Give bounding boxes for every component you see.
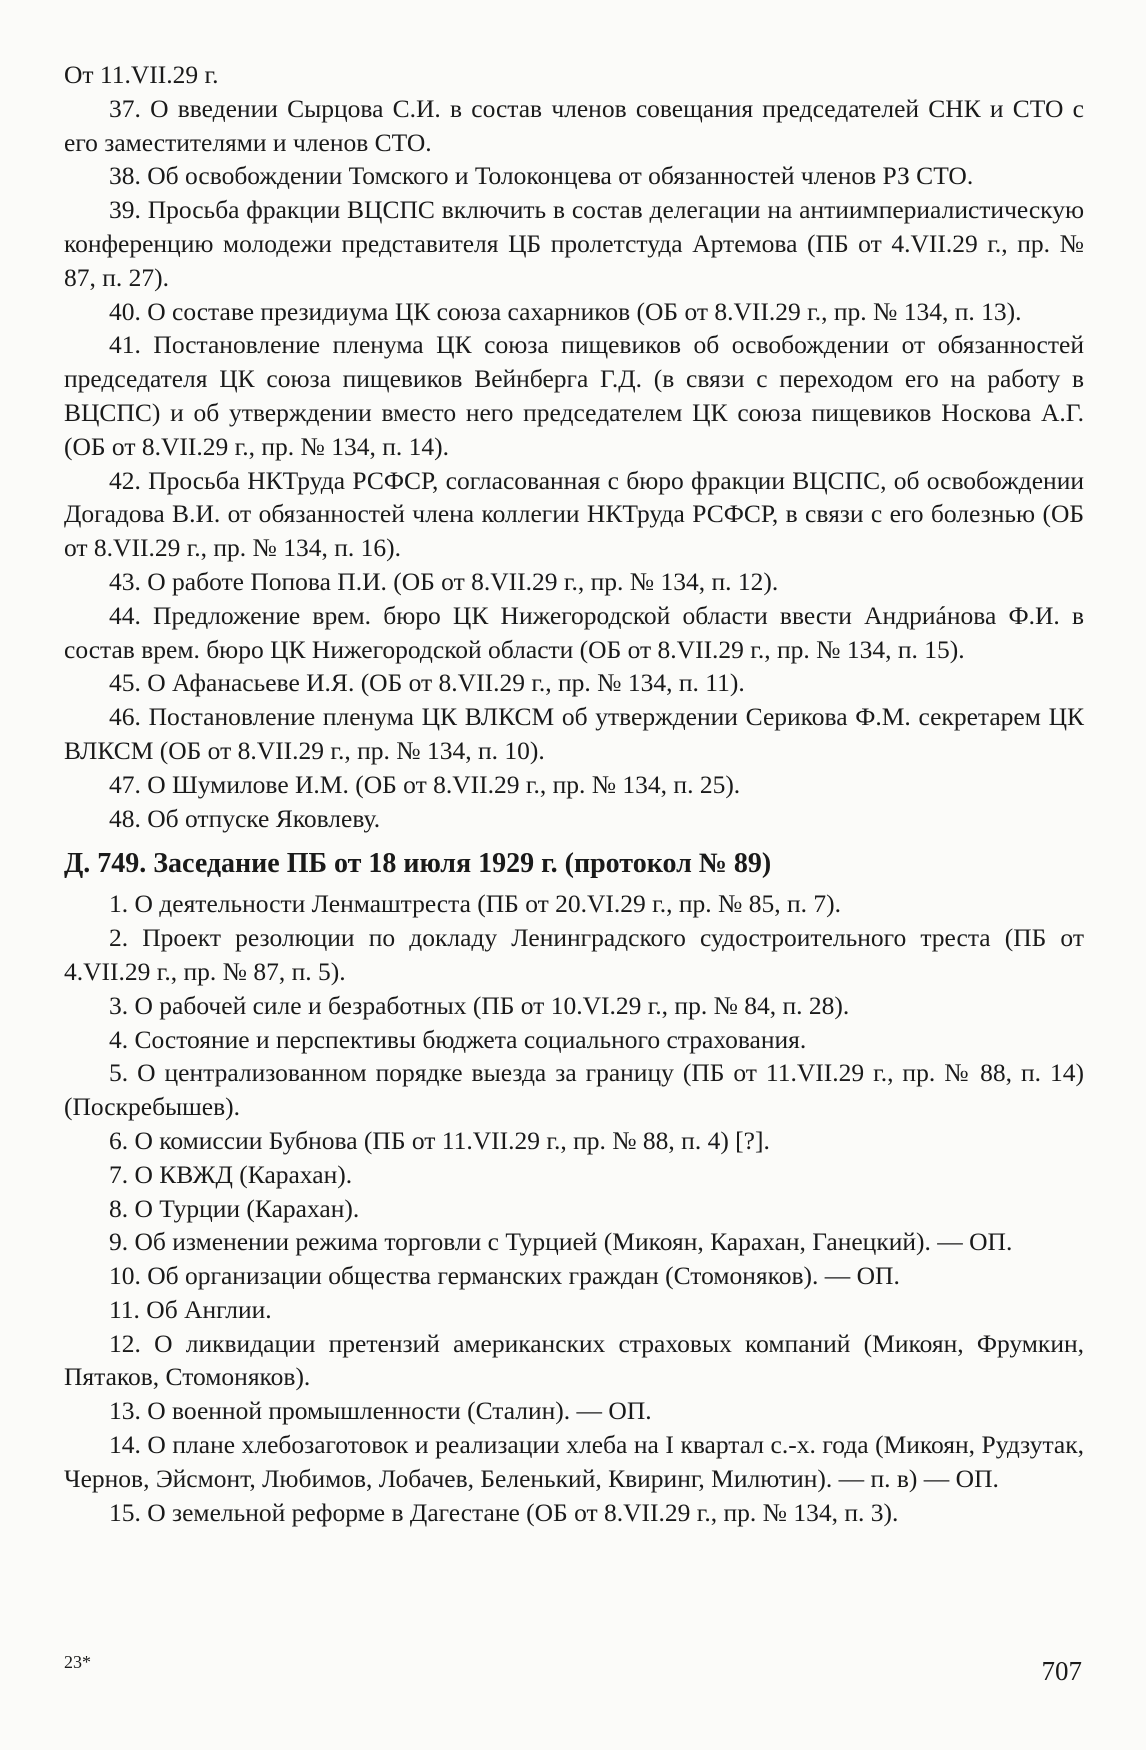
list-item: 4. Состояние и перспективы бюджета социального страхования. xyxy=(109,1024,807,1054)
list-item: 6. О комиссии Бубнова (ПБ от 11.VII.29 г., пр. № 88, п. 4) [?]. xyxy=(109,1125,770,1155)
page-number: 707 xyxy=(1041,1656,1082,1686)
list-item: 47. О Шумилове И.М. (ОБ от 8.VII.29 г., пр. № 134, п. 25). xyxy=(109,769,741,799)
list-item: 15. О земельной реформе в Дагестане (ОБ от 8.VII.29 г., пр. № 134, п. 3). xyxy=(109,1497,899,1527)
list-item: 7. О КВЖД (Карахан). xyxy=(109,1159,353,1189)
list-item: 1. О деятельности Ленмаштреста (ПБ от 20.VI.29 г., пр. № 85, п. 7). xyxy=(109,889,841,919)
section-a-list xyxy=(64,92,1084,836)
list-item: 45. О Афанасьеве И.Я. (ОБ от 8.VII.29 г., пр. № 134, п. 11). xyxy=(109,668,745,698)
top-fragment: От 11.VII.29 г. xyxy=(64,60,219,89)
list-item: 46. Постановление пленума ЦК ВЛКСМ об утверждении Серикова Ф.М. секретарем ЦК ВЛКСМ (ОБ от 8.VII.29 г., пр. № 134, п. 10). xyxy=(64,702,1084,765)
list-item: 13. О военной промышленности (Сталин). — ОП. xyxy=(109,1396,652,1426)
list-item: 40. О составе президиума ЦК союза сахарников (ОБ от 8.VII.29 г., пр. № 134, п. 13). xyxy=(109,296,1022,326)
list-item: 3. О рабочей силе и безработных (ПБ от 10.VI.29 г., пр. № 84, п. 28). xyxy=(109,990,850,1020)
signature-mark: 23* xyxy=(64,1652,91,1672)
section-b-list xyxy=(64,887,1084,1529)
list-item: 39. Просьба фракции ВЦСПС включить в состав делегации на антиимпериалистическую конференцию молодежи представителя ЦБ пролетстуда Артемова (ПБ от 4.VII.29 г., пр. № 87, п. 27). xyxy=(64,195,1084,292)
list-item: 10. Об организации общества германских граждан (Стомоняков). — ОП. xyxy=(109,1261,900,1291)
list-item: 42. Просьба НКТруда РСФСР, согласованная с бюро фракции ВЦСПС, об освобождении Догадова В.И. от обязанностей члена коллегии НКТруда РСФСР, в связи с его болезнью (ОБ от 8.VII.29 г., пр. № 134, п. 16). xyxy=(64,465,1084,563)
list-item: 12. О ликвидации претензий американских страховых компаний (Микоян, Фрумкин, Пятаков, Стомоняков). xyxy=(64,1328,1084,1392)
list-item: 8. О Турции (Карахан). xyxy=(109,1193,360,1223)
page-content xyxy=(64,58,1084,1529)
list-item: 44. Предложение врем. бюро ЦК Нижегородской области ввести Андриáнова Ф.И. в состав врем. бюро ЦК Нижегородской области (ОБ от 8.VII.29 г., пр. № 134, п. 15). xyxy=(64,600,1084,664)
list-item: 41. Постановление пленума ЦК союза пищевиков об освобождении от обязанностей председателя ЦК союза пищевиков Вейнберга Г.Д. (в связи с переходом его на работу в ВЦСПС) и об утверждении вместо него председателем ЦК союза пищевиков Носкова А.Г. (ОБ от 8.VII.29 г., пр. № 134, п. 14). xyxy=(64,330,1084,461)
section-heading: Д. 749. Заседание ПБ от 18 июля 1929 г. (протокол № 89) xyxy=(64,848,772,880)
list-item: 38. Об освобождении Томского и Толоконцева от обязанностей членов РЗ СТО. xyxy=(109,161,974,191)
list-item: 48. Об отпуске Яковлеву. xyxy=(109,803,381,833)
list-item: 9. Об изменении режима торговли с Турцией (Микоян, Карахан, Ганецкий). — ОП. xyxy=(109,1227,1013,1257)
list-item: 14. О плане хлебозаготовок и реализации хлеба на I квартал с.-х. года (Микоян, Рудзутак, Чернов, Эйсмонт, Любимов, Лобачев, Беленький, Квиринг, Милютин). — п. в) — ОП. xyxy=(64,1430,1084,1493)
list-item: 43. О работе Попова П.И. (ОБ от 8.VII.29 г., пр. № 134, п. 12). xyxy=(109,566,779,596)
list-item: 5. О централизованном порядке выезда за границу (ПБ от 11.VII.29 г., пр. № 88, п. 14) (Поскребышев). xyxy=(64,1058,1084,1122)
page-footer xyxy=(64,1650,1082,1710)
list-item: 2. Проект резолюции по докладу Ленинградского судостроительного треста (ПБ от 4.VII.29 г., пр. № 87, п. 5). xyxy=(64,923,1084,986)
list-item: 37. О введении Сырцова С.И. в состав членов совещания председателей СНК и СТО с его заместителями и членов СТО. xyxy=(64,93,1084,157)
list-item: 11. Об Англии. xyxy=(109,1294,272,1324)
